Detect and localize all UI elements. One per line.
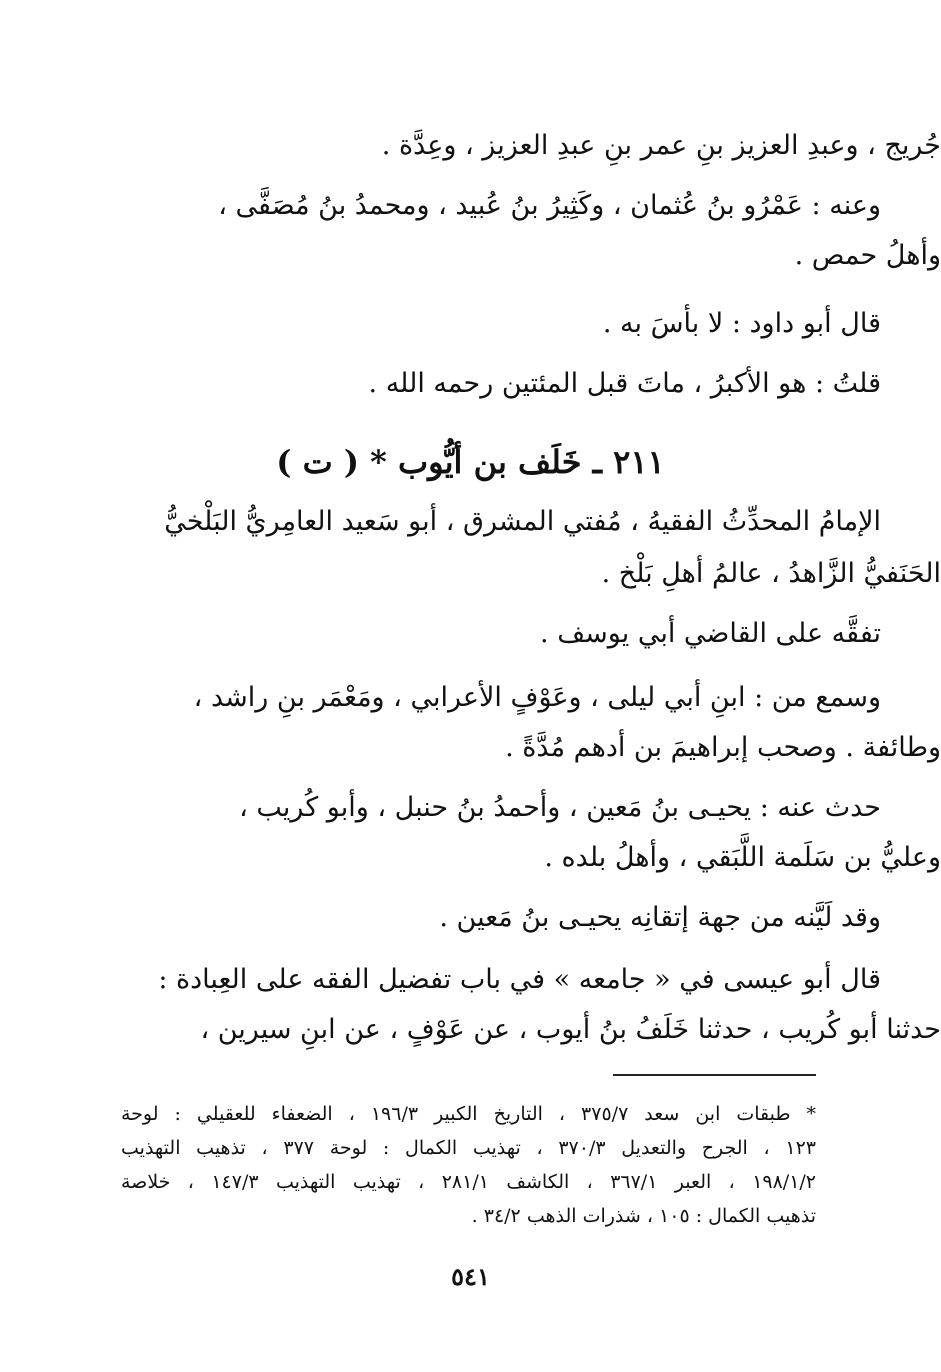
text-line: قلتُ : هو الأكبرُ ، ماتَ قبل المئتين رحمه الله . [368, 368, 881, 399]
text-line: وقد لَيَّنه من جهة إتقانِه يحيـى بنُ مَعين . [439, 902, 881, 933]
entry-heading: ٢١١ ـ خَلَف بن أيُّوب * ( ت ) [276, 443, 665, 481]
text-line: وعنه : عَمْرُو بنُ عُثمان ، وكَثِيرُ بنُ عُبيد ، ومحمدُ بنُ مُصَفَّى ، [218, 190, 881, 221]
text-line: وأهلُ حمص . [794, 240, 941, 271]
text-line: حدثنا أبو كُريب ، حدثنا خَلَفُ بنُ أيوب ، عن عَوْفٍ ، عن ابنِ سيرين ، [200, 1014, 941, 1045]
footnote-line: * طبقات ابن سعد ٣٧٥/٧ ، التاريخ الكبير ١٩٦/٣ ، الضعفاء للعقيلي : لوحة [121, 1103, 817, 1125]
text-line: وسمع من : ابنِ أبي ليلى ، وعَوْفٍ الأعرابي ، ومَعْمَر بنِ راشد ، [193, 682, 881, 713]
text-line: جُريج ، وعبدِ العزيز بنِ عمر بنِ عبدِ العزيز ، وعِدَّة . [381, 130, 941, 161]
text-line: وعليُّ بن سَلَمة اللَّبَقي ، وأهلُ بلده . [544, 842, 941, 873]
text-line: تفقَّه على القاضي أبي يوسف . [540, 618, 881, 649]
text-line: الإمامُ المحدِّثُ الفقيهُ ، مُفتي المشرق ، أبو سَعيد العامِريُّ البَلْخيُّ [164, 506, 881, 537]
text-line: وطائفة . وصحب إبراهيمَ بن أدهم مُدَّةً . [505, 732, 941, 763]
footnote-separator [613, 1074, 816, 1076]
text-line: حدث عنه : يحيـى بنُ مَعين ، وأحمدُ بنُ حنبل ، وأبو كُريب ، [239, 792, 881, 823]
footnote-line: ١٩٨/١/٢ ، العبر ٣٦٧/١ ، الكاشف ٢٨١/١ ، تهذيب التهذيب ١٤٧/٣ ، خلاصة [121, 1171, 817, 1193]
text-line: الحَنَفيُّ الزَّاهدُ ، عالمُ أهلِ بَلْخ . [601, 558, 941, 589]
footnote-line: ١٢٣ ، الجرح والتعديل ٣٧٠/٣ ، تهذيب الكمال : لوحة ٣٧٧ ، تذهيب التهذيب [121, 1137, 816, 1159]
page-number: ٥٤١ [451, 1262, 490, 1291]
footnote-line: تذهيب الكمال : ١٠٥ ، شذرات الذهب ٣٤/٢ . [471, 1205, 816, 1227]
text-line: قال أبو عيسى في « جامعه » في باب تفضيل الفقه على العِبادة : [158, 964, 881, 995]
text-line: قال أبو داود : لا بأسَ به . [602, 308, 881, 339]
